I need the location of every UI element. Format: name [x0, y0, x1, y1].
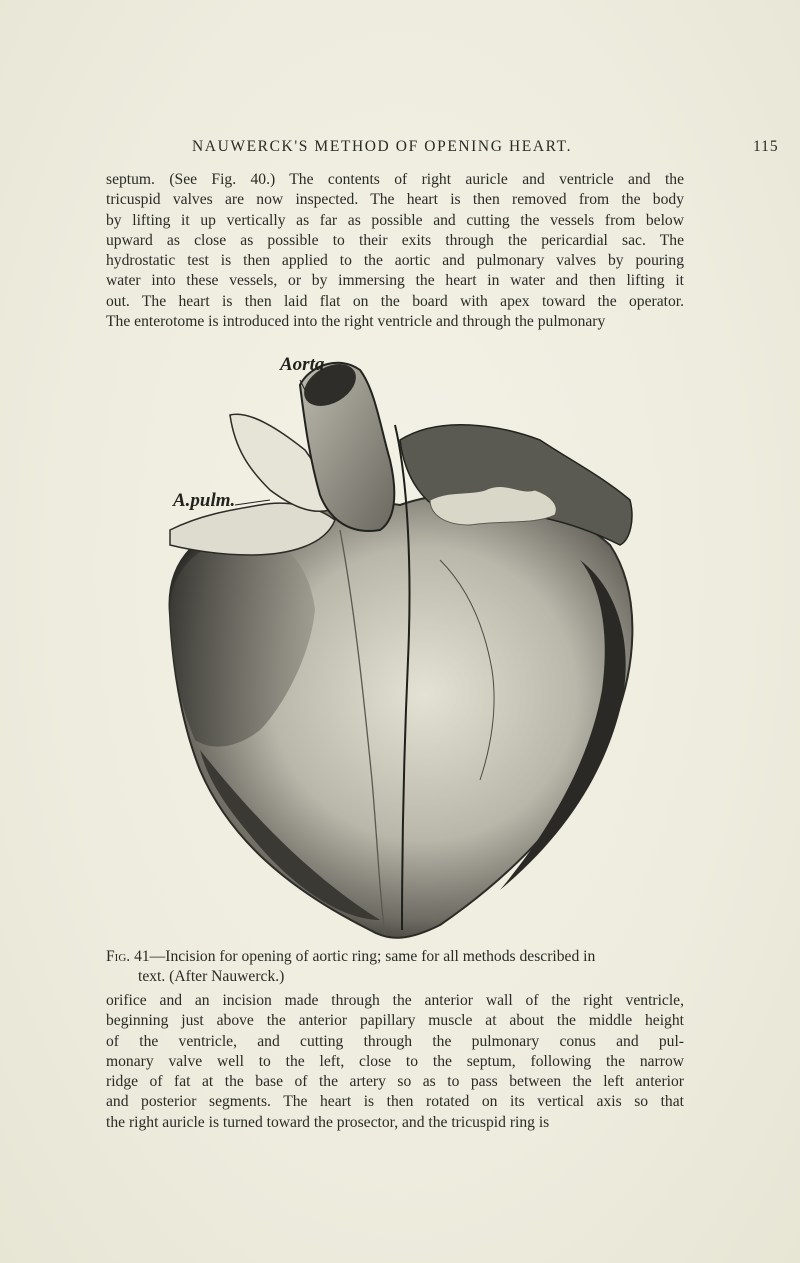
text-line: beginning just above the anterior papillary muscle at about the middle height [106, 1012, 684, 1030]
text-line: septum. (See Fig. 40.) The contents of right auricle and ventricle and the [106, 171, 684, 188]
text-line: orifice and an incision made through the anterior wall of the right ventricle, [106, 992, 684, 1009]
caption-text: —Incision for opening of aortic ring; same for all methods described in [149, 948, 596, 965]
page-number: 115 [753, 138, 779, 155]
text-line: and posterior segments. The heart is then rotated on its vertical axis so that [106, 1093, 684, 1111]
figure-number: Fig. 41 [106, 948, 150, 965]
text-line: water into these vessels, or by immersing the heart in water and then lifting it [106, 272, 684, 290]
top-paragraph [106, 170, 684, 332]
pulmonary-artery-label: A.pulm. [173, 490, 236, 511]
text-line: out. The heart is then laid flat on the board with apex toward the operator. [106, 292, 684, 310]
caption-line: text. (After Nauwerck.) [138, 968, 285, 985]
text-line: by lifting it up vertically as far as possible and cutting the vessels from below [106, 211, 684, 229]
text-line: tricuspid valves are now inspected. The heart is then removed from the body [106, 191, 684, 209]
running-head-title: NAUWERCK'S METHOD OF OPENING HEART. [192, 138, 573, 155]
text-line: monary valve well to the left, close to the septum, following the narrow [106, 1052, 684, 1070]
running-head [0, 138, 800, 162]
caption-line [106, 947, 686, 967]
text-line: upward as close as possible to their exits through the pericardial sac. The [106, 231, 684, 249]
figure-caption [106, 947, 686, 987]
text-line: ridge of fat at the base of the artery so as to pass between the left anterior [106, 1073, 684, 1091]
text-line: the right auricle is turned toward the prosector, and the tricuspid ring is [106, 1113, 550, 1131]
bottom-paragraph [106, 991, 684, 1133]
heart-illustration [140, 330, 650, 945]
text-line: hydrostatic test is then applied to the aortic and pulmonary valves by pouring [106, 252, 684, 270]
text-line: of the ventricle, and cutting through the pulmonary conus and pul- [106, 1032, 684, 1050]
aorta-label: Aorta [280, 354, 325, 375]
heart-drawing [140, 330, 650, 945]
text-line: The enterotome is introduced into the right ventricle and through the pulmonary [106, 313, 606, 331]
